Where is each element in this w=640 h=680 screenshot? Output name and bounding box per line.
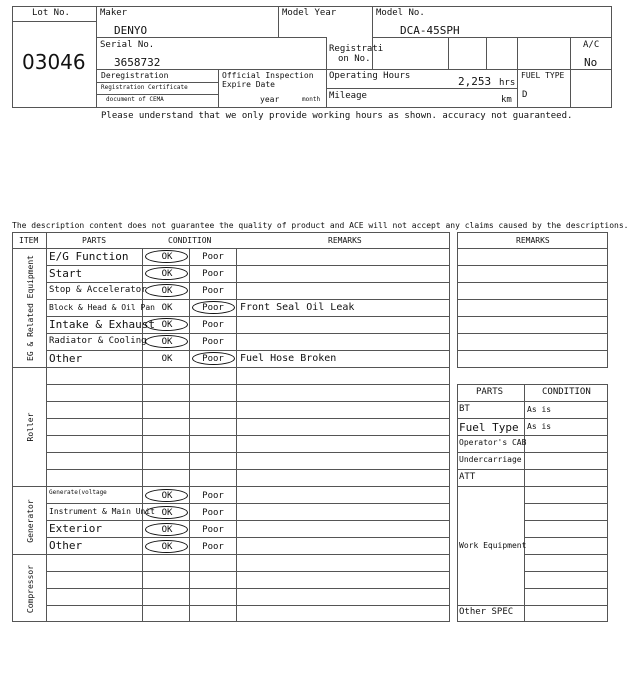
divider	[12, 486, 450, 487]
poor-option: Poor	[202, 525, 224, 535]
disclaimer: The description content does not guarantee the quality of product and ACE will not accept any claims caused by the descriptions.	[12, 221, 629, 230]
part-label: Block & Head & Oil Pan	[49, 303, 155, 312]
cema-document-label: document of CEMA	[106, 96, 164, 103]
divider	[96, 37, 326, 38]
hours-unit: hrs	[499, 78, 516, 88]
ok-option: OK	[161, 286, 173, 296]
part-label: Other	[49, 352, 83, 365]
selection-circle	[145, 267, 188, 280]
divider	[46, 452, 450, 453]
divider	[457, 350, 608, 351]
divider	[96, 94, 218, 95]
divider	[524, 554, 608, 555]
poor-option: Poor	[202, 491, 224, 501]
selection-circle	[145, 540, 188, 553]
divider	[457, 418, 608, 419]
ok-option: OK	[161, 508, 173, 518]
poor-option: Poor	[202, 286, 224, 296]
poor-option: Poor	[202, 303, 224, 313]
lot-number: 03046	[22, 50, 86, 74]
model-no-value: DCA-45SPH	[400, 24, 460, 37]
divider	[457, 452, 608, 453]
divider	[457, 299, 608, 300]
divider	[457, 282, 608, 283]
registration-certificate-label: Registration Certificate	[101, 84, 188, 91]
poor-option: Poor	[202, 354, 224, 364]
inspection-label-2: Expire Date	[222, 80, 275, 89]
inspection-label: Official Inspection	[222, 71, 314, 80]
selection-circle	[145, 335, 188, 348]
right-condition-header: CONDITION	[542, 387, 591, 397]
right-part-label: Fuel Type	[459, 421, 519, 434]
poor-option: Poor	[202, 542, 224, 552]
divider	[12, 554, 450, 555]
lot-label: Lot No.	[32, 8, 70, 18]
divider	[96, 6, 97, 108]
divider	[457, 316, 608, 317]
month-label: month	[302, 96, 321, 103]
divider	[524, 588, 608, 589]
hours-notice: Please understand that we only provide working hours as shown. accuracy not guaranteed.	[101, 111, 573, 121]
divider	[46, 469, 450, 470]
divider	[372, 37, 612, 38]
divider	[457, 333, 608, 334]
poor-option: Poor	[202, 252, 224, 262]
part-label: Instrument & Main Unit	[49, 507, 155, 516]
model-no-label: Model No.	[376, 8, 425, 18]
divider	[524, 520, 608, 521]
part-label: Exterior	[49, 522, 102, 535]
divider	[46, 435, 450, 436]
registration-label: Registrati	[329, 44, 384, 54]
section-eg-label: EG & Related Equipment	[26, 255, 35, 361]
ok-option: OK	[161, 525, 173, 535]
deregistration-label: Deregistration	[101, 71, 169, 80]
divider	[12, 367, 450, 368]
remark-text: Fuel Hose Broken	[240, 353, 337, 364]
divider	[570, 37, 571, 108]
right-part-label: BT	[459, 404, 470, 414]
ac-label: A/C	[583, 40, 600, 50]
right-condition-value: As is	[527, 405, 552, 414]
divider	[326, 37, 327, 108]
divider	[46, 333, 450, 334]
divider	[46, 571, 450, 572]
km-unit: km	[501, 95, 512, 105]
divider	[524, 571, 608, 572]
divider	[46, 265, 450, 266]
divider	[517, 37, 518, 108]
ac-value: No	[584, 56, 598, 69]
selection-circle	[145, 523, 188, 536]
divider	[326, 88, 517, 89]
operating-hours-value: 2,253	[458, 75, 492, 88]
other-spec-label: Other SPEC	[459, 607, 514, 617]
right-part-label: Operator's CAB	[459, 438, 527, 447]
divider	[457, 486, 608, 487]
divider	[46, 316, 450, 317]
poor-option: Poor	[202, 320, 224, 330]
serial-label: Serial No.	[100, 40, 155, 50]
divider	[46, 418, 450, 419]
ok-option: OK	[161, 491, 173, 501]
condition-header: CONDITION	[168, 236, 212, 245]
maker-label: Maker	[100, 8, 128, 18]
selection-circle	[192, 301, 235, 314]
divider	[457, 265, 608, 266]
ok-option: OK	[161, 337, 173, 347]
divider	[46, 520, 450, 521]
divider	[46, 503, 450, 504]
divider	[46, 350, 450, 351]
right-parts-header: PARTS	[476, 387, 504, 397]
item-header: ITEM	[19, 236, 39, 245]
ok-option: OK	[161, 354, 173, 364]
part-label: Radiator & Cooling	[49, 336, 147, 346]
poor-option: Poor	[202, 269, 224, 279]
remarks-header: REMARKS	[328, 236, 362, 245]
section-generator-label: Generator	[26, 499, 35, 543]
right-condition-value: As is	[527, 422, 552, 431]
remarks-right-header: REMARKS	[516, 236, 550, 245]
divider	[46, 401, 450, 402]
maker-value: DENYO	[114, 24, 148, 37]
divider	[46, 588, 450, 589]
fuel-type-label: FUEL TYPE	[521, 71, 565, 80]
remark-text: Front Seal Oil Leak	[240, 302, 355, 313]
divider	[46, 537, 450, 538]
divider	[96, 82, 218, 83]
divider	[457, 401, 608, 402]
ok-option: OK	[161, 320, 173, 330]
divider	[457, 469, 608, 470]
poor-option: Poor	[202, 337, 224, 347]
remarks-box	[457, 232, 608, 368]
right-part-label: Undercarriage	[459, 455, 522, 464]
divider	[46, 232, 47, 622]
part-label: Start	[49, 267, 83, 280]
selection-circle	[145, 250, 188, 263]
ok-option: OK	[161, 542, 173, 552]
part-label: Intake & Exhaust	[49, 318, 155, 331]
divider	[46, 299, 450, 300]
part-label: E/G Function	[49, 250, 129, 263]
registration-label-2: on No.	[338, 54, 371, 64]
divider	[46, 384, 450, 385]
ok-option: OK	[161, 252, 173, 262]
divider	[457, 435, 608, 436]
divider	[486, 37, 487, 69]
serial-value: 3658732	[114, 56, 161, 69]
divider	[142, 367, 143, 622]
model-year-label: Model Year	[282, 8, 337, 18]
part-label: Generate(voltage	[49, 489, 107, 496]
right-part-label: ATT	[459, 472, 476, 482]
selection-circle	[192, 352, 235, 365]
divider	[46, 282, 450, 283]
divider	[236, 367, 237, 622]
selection-circle	[145, 506, 188, 519]
divider	[96, 69, 612, 70]
parts-header: PARTS	[82, 236, 107, 245]
divider	[218, 69, 219, 108]
fuel-type-value: D	[522, 90, 528, 100]
section-compressor-label: Compressor	[26, 564, 35, 614]
part-label: Other	[49, 539, 83, 552]
work-equipment-label: Work Equipment	[459, 541, 527, 550]
divider	[372, 6, 373, 69]
divider	[457, 605, 608, 606]
divider	[457, 248, 608, 249]
divider	[524, 503, 608, 504]
section-roller-label: Roller	[26, 412, 35, 442]
divider	[46, 605, 450, 606]
year-label: year	[260, 95, 280, 104]
selection-circle	[145, 489, 188, 502]
operating-hours-label: Operating Hours	[329, 71, 411, 81]
part-label: Stop & Accelerator	[49, 285, 147, 295]
poor-option: Poor	[202, 508, 224, 518]
mileage-label: Mileage	[329, 91, 367, 101]
divider	[12, 21, 96, 22]
divider	[189, 367, 190, 622]
divider	[278, 6, 279, 37]
ok-option: OK	[161, 303, 173, 313]
selection-circle	[145, 318, 188, 331]
selection-circle	[145, 284, 188, 297]
divider	[524, 537, 608, 538]
divider	[12, 248, 450, 249]
ok-option: OK	[161, 269, 173, 279]
divider	[448, 37, 449, 69]
